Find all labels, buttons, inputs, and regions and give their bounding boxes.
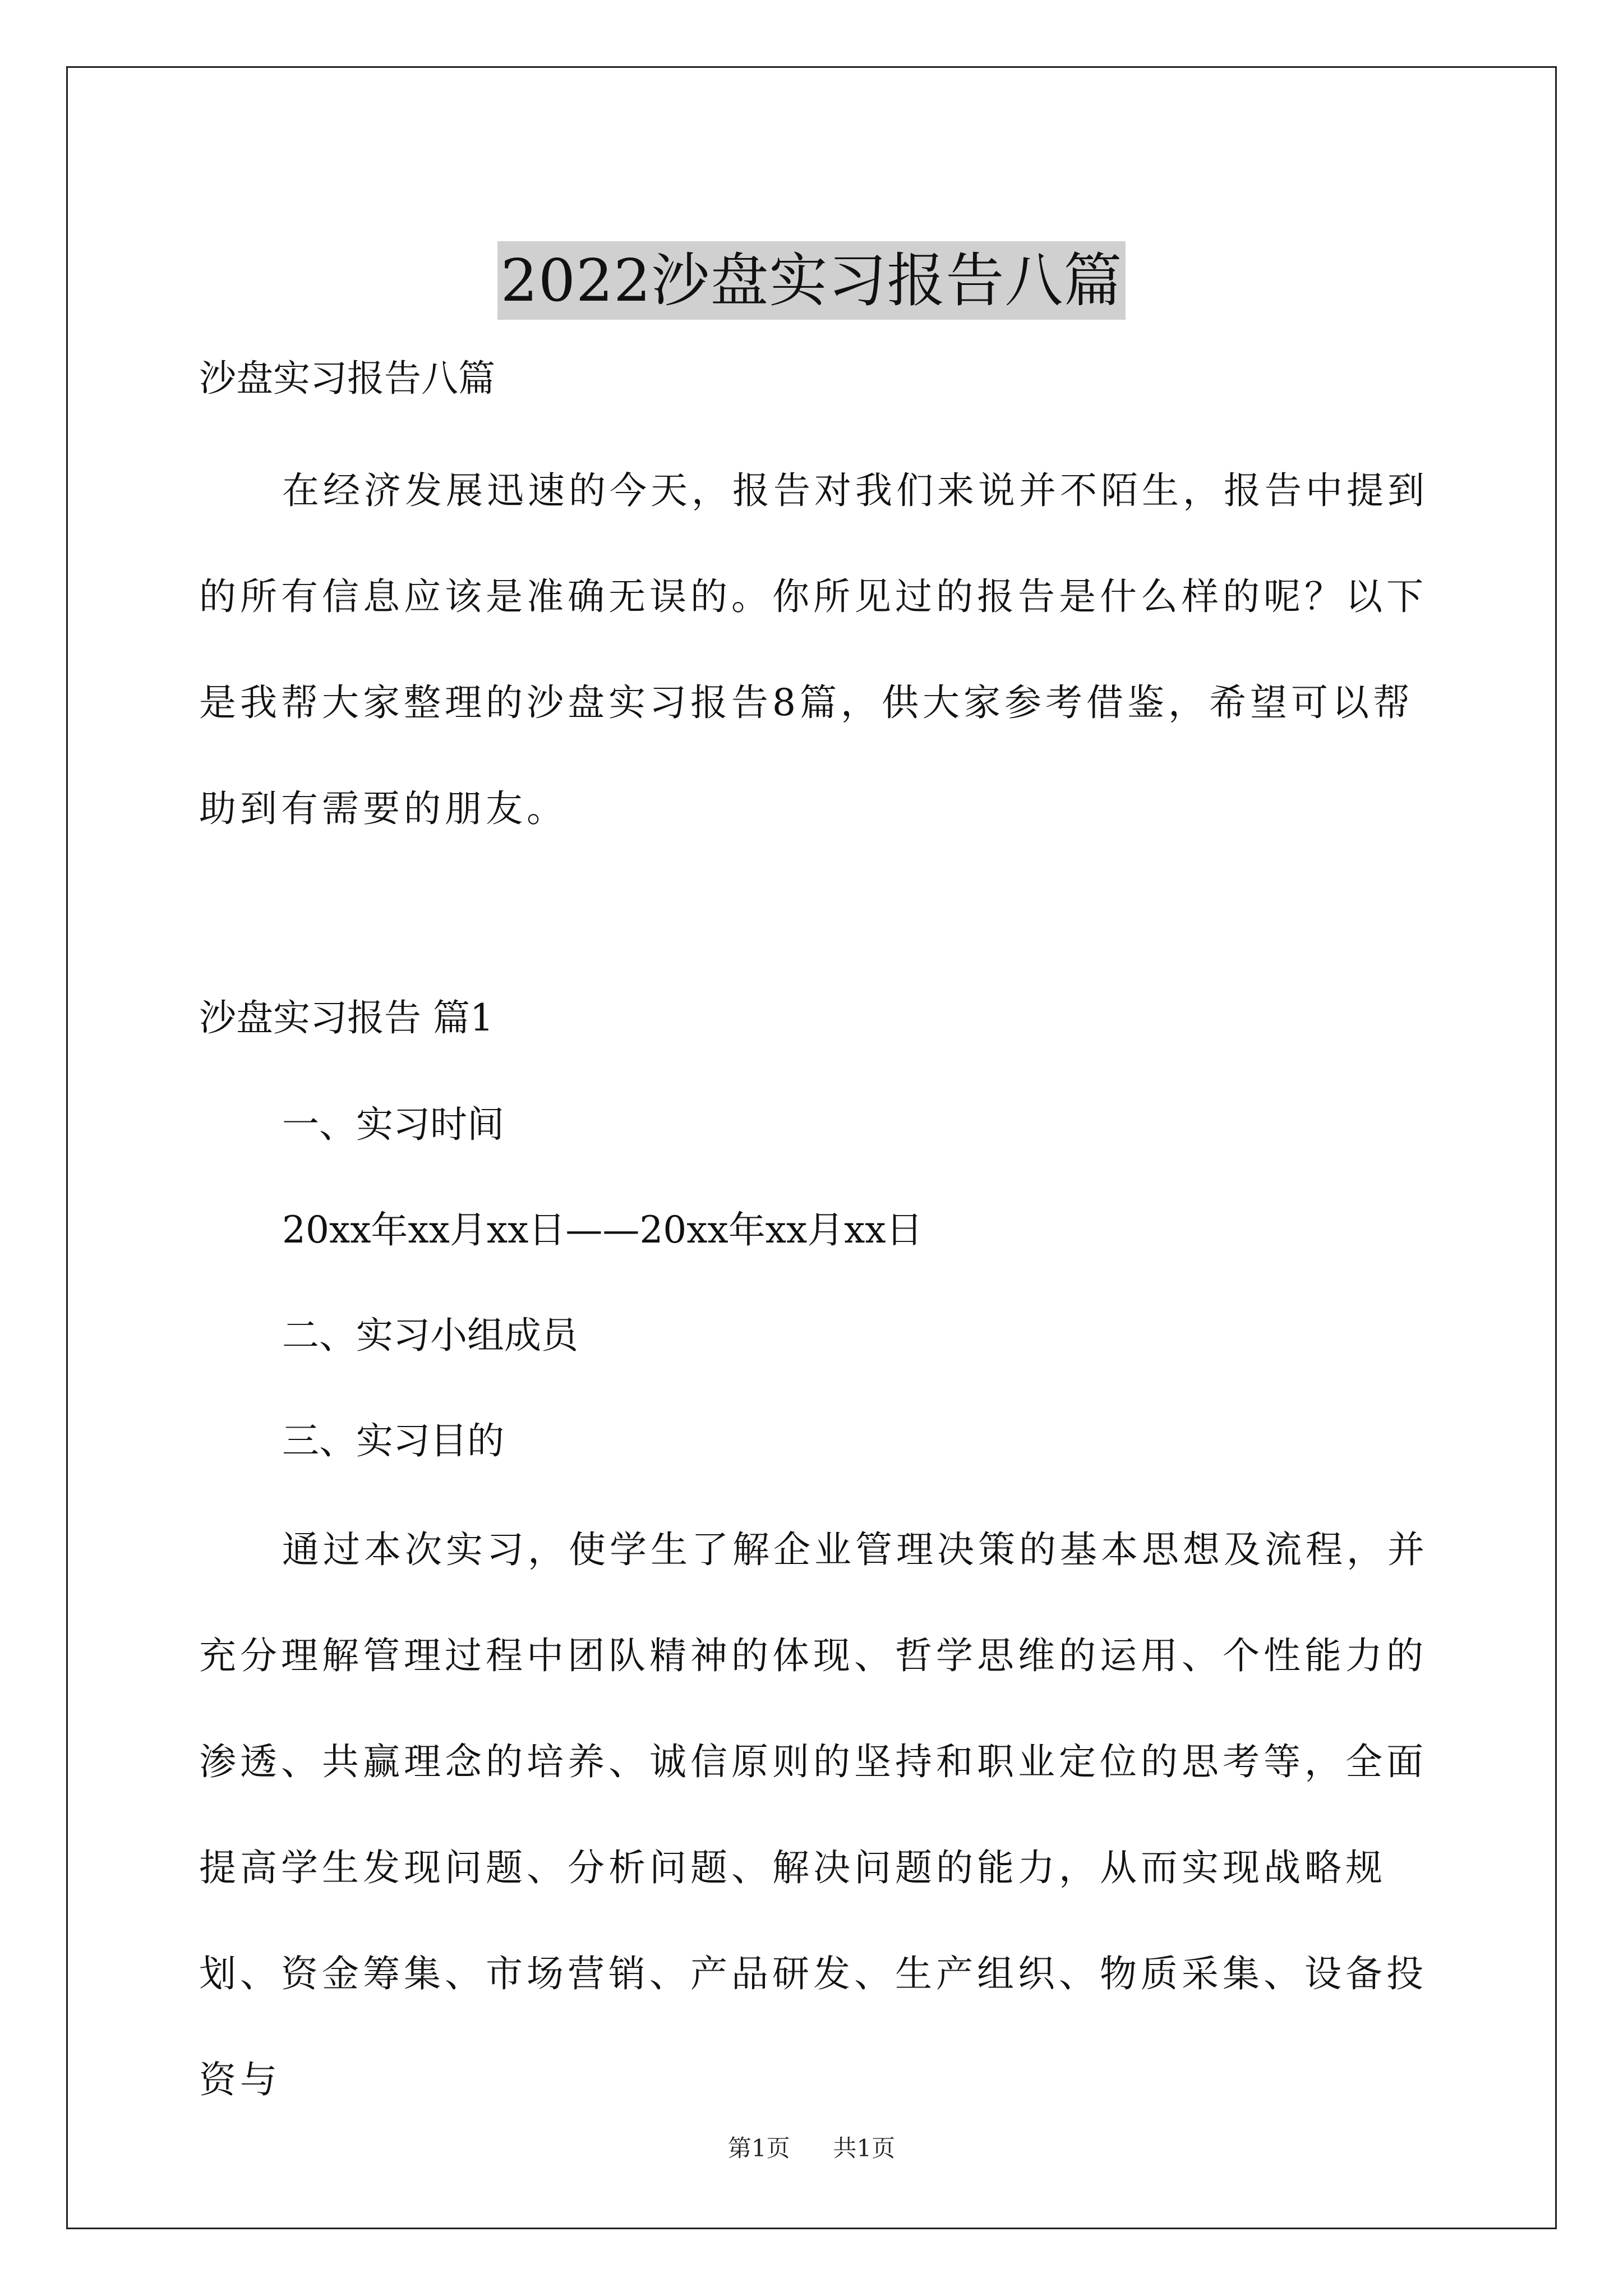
section-heading: 沙盘实习报告 篇1	[199, 996, 494, 1039]
document-title: 2022沙盘实习报告八篇	[497, 241, 1126, 320]
item1-text: 20xx年xx月xx日——20xx年xx月xx日	[282, 1208, 923, 1251]
page-total: 共1页	[833, 2134, 896, 2162]
item2-heading: 二、实习小组成员	[282, 1314, 578, 1357]
item3-heading: 三、实习目的	[282, 1419, 504, 1462]
intro-paragraph: 在经济发展迅速的今天，报告对我们来说并不陌生，报告中提到的所有信息应该是准确无误的。你所见过的报告是什么样的呢？以下是我帮大家整理的沙盘实习报告8篇，供大家参考借鉴，希望可以帮助到有需要的朋友。	[199, 469, 1428, 830]
title-container	[0, 202, 1623, 358]
page-footer	[0, 2132, 1623, 2165]
item1-heading: 一、实习时间	[282, 1103, 504, 1146]
page-number: 第1页	[727, 2134, 790, 2162]
document-subtitle: 沙盘实习报告八篇	[199, 357, 495, 400]
item3-paragraph: 通过本次实习，使学生了解企业管理决策的基本思想及流程，并充分理解管理过程中团队精神的体现、哲学思维的运用、个性能力的渗透、共赢理念的培养、诚信原则的坚持和职业定位的思考等，全面提高学生发现问题、分析问题、解决问题的能力，从而实现战略规划、资金筹集、市场营销、产品研发、生产组织、物质采集、设备投资与	[199, 1528, 1428, 2101]
